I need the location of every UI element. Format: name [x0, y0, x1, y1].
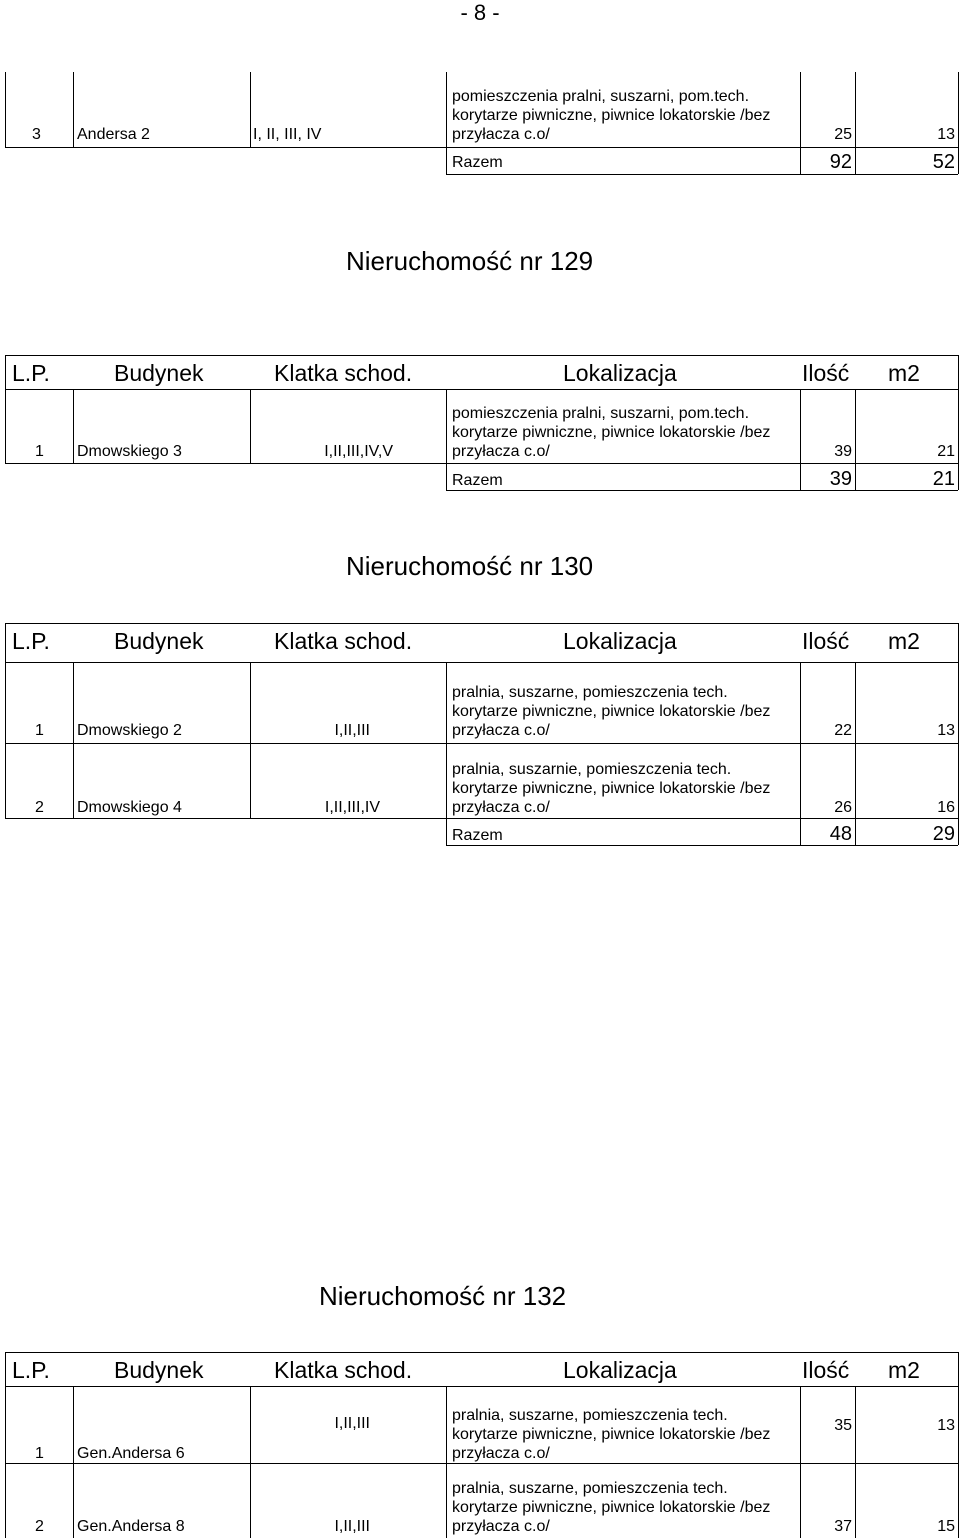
section-title: Nieruchomość nr 130 — [346, 551, 594, 581]
row-budynek: Dmowskiego 4 — [77, 799, 182, 816]
row-lokalizacja — [452, 1479, 770, 1536]
total-label: Razem — [452, 472, 503, 489]
row-ilosc: 25 — [834, 126, 852, 143]
row-budynek: Andersa 2 — [77, 126, 150, 143]
row-klatka: I,II,III — [334, 1415, 370, 1432]
row-lokalizacja-line-2: korytarze piwniczne, piwnice lokatorskie /bez — [452, 1499, 771, 1516]
page-number: - 8 - — [460, 0, 500, 25]
row-ilosc: 22 — [834, 722, 852, 739]
row-lokalizacja-line-1: pralnia, suszarne, pomieszczenia tech. — [452, 1407, 728, 1424]
row-lokalizacja — [452, 87, 770, 144]
row-ilosc: 26 — [834, 799, 852, 816]
header-lp: L.P. — [12, 360, 50, 386]
row-klatka: I,II,III — [334, 1518, 370, 1535]
row-m2: 13 — [937, 722, 955, 739]
row-lp: 3 — [32, 126, 41, 143]
row-klatka: I,II,III,IV,V — [324, 443, 393, 460]
total-ilosc: 48 — [829, 823, 852, 845]
total-ilosc: 39 — [829, 468, 852, 490]
row-lokalizacja — [452, 683, 770, 740]
row-lokalizacja-line-2: korytarze piwniczne, piwnice lokatorskie /bez — [452, 780, 771, 797]
row-lp: 1 — [35, 1445, 44, 1462]
row-lokalizacja — [452, 760, 770, 817]
row-lp: 2 — [35, 1518, 44, 1535]
row-m2: 13 — [937, 1417, 955, 1434]
row-klatka: I, II, III, IV — [253, 126, 322, 143]
row-budynek: Dmowskiego 3 — [77, 443, 182, 460]
row-lokalizacja — [452, 1406, 770, 1463]
row-lp: 2 — [35, 799, 44, 816]
row-lokalizacja-line-1: pralnia, suszarne, pomieszczenia tech. — [452, 684, 728, 701]
row-lokalizacja-line-1: pralnia, suszarne, pomieszczenia tech. — [452, 1480, 728, 1497]
row-klatka: I,II,III,IV — [324, 799, 380, 816]
header-klatka: Klatka schod. — [274, 360, 413, 386]
header-budynek: Budynek — [114, 628, 204, 654]
total-label: Razem — [452, 154, 503, 171]
header-m2: m2 — [888, 628, 920, 654]
header-lp: L.P. — [12, 628, 50, 654]
header-m2: m2 — [888, 1357, 920, 1383]
header-lokalizacja: Lokalizacja — [563, 628, 677, 654]
row-m2: 13 — [937, 126, 955, 143]
header-ilosc: Ilość — [802, 628, 850, 654]
section-title: Nieruchomość nr 132 — [319, 1281, 567, 1311]
header-ilosc: Ilość — [802, 360, 850, 386]
header-klatka: Klatka schod. — [274, 628, 413, 654]
row-m2: 16 — [937, 799, 955, 816]
row-budynek: Gen.Andersa 8 — [77, 1518, 185, 1535]
header-klatka: Klatka schod. — [274, 1357, 413, 1383]
row-lp: 1 — [35, 722, 44, 739]
header-ilosc: Ilość — [802, 1357, 850, 1383]
header-budynek: Budynek — [114, 360, 204, 386]
row-ilosc: 37 — [834, 1518, 852, 1535]
row-lokalizacja-line-3: przyłacza c.o/ — [452, 1445, 550, 1462]
row-lokalizacja-line-1: pralnia, suszarnie, pomieszczenia tech. — [452, 761, 732, 778]
total-m2: 52 — [932, 151, 955, 173]
header-m2: m2 — [888, 360, 920, 386]
row-lokalizacja-line-2: korytarze piwniczne, piwnice lokatorskie /bez — [452, 424, 771, 441]
row-lokalizacja-line-1: pomieszczenia pralni, suszarni, pom.tech. — [452, 405, 750, 422]
header-lokalizacja: Lokalizacja — [563, 1357, 677, 1383]
row-lokalizacja-line-1: pomieszczenia pralni, suszarni, pom.tech. — [452, 88, 750, 105]
row-lp: 1 — [35, 443, 44, 460]
row-lokalizacja-line-3: przyłacza c.o/ — [452, 126, 550, 143]
row-budynek: Dmowskiego 2 — [77, 722, 182, 739]
row-budynek: Gen.Andersa 6 — [77, 1445, 185, 1462]
total-m2: 21 — [932, 468, 955, 490]
row-lokalizacja — [452, 404, 770, 461]
row-lokalizacja-line-2: korytarze piwniczne, piwnice lokatorskie /bez — [452, 107, 771, 124]
total-m2: 29 — [932, 823, 955, 845]
header-budynek: Budynek — [114, 1357, 204, 1383]
row-lokalizacja-line-3: przyłacza c.o/ — [452, 799, 550, 816]
header-lp: L.P. — [12, 1357, 50, 1383]
row-ilosc: 39 — [834, 443, 852, 460]
row-lokalizacja-line-3: przyłacza c.o/ — [452, 1518, 550, 1535]
row-m2: 21 — [937, 443, 955, 460]
row-m2: 15 — [937, 1518, 955, 1535]
total-ilosc: 92 — [829, 151, 852, 173]
header-lokalizacja: Lokalizacja — [563, 360, 677, 386]
row-klatka: I,II,III — [334, 722, 370, 739]
section-title: Nieruchomość nr 129 — [346, 246, 594, 276]
row-ilosc: 35 — [834, 1417, 852, 1434]
row-lokalizacja-line-3: przyłacza c.o/ — [452, 443, 550, 460]
row-lokalizacja-line-2: korytarze piwniczne, piwnice lokatorskie /bez — [452, 1426, 771, 1443]
row-lokalizacja-line-2: korytarze piwniczne, piwnice lokatorskie /bez — [452, 703, 771, 720]
total-label: Razem — [452, 827, 503, 844]
row-lokalizacja-line-3: przyłacza c.o/ — [452, 722, 550, 739]
